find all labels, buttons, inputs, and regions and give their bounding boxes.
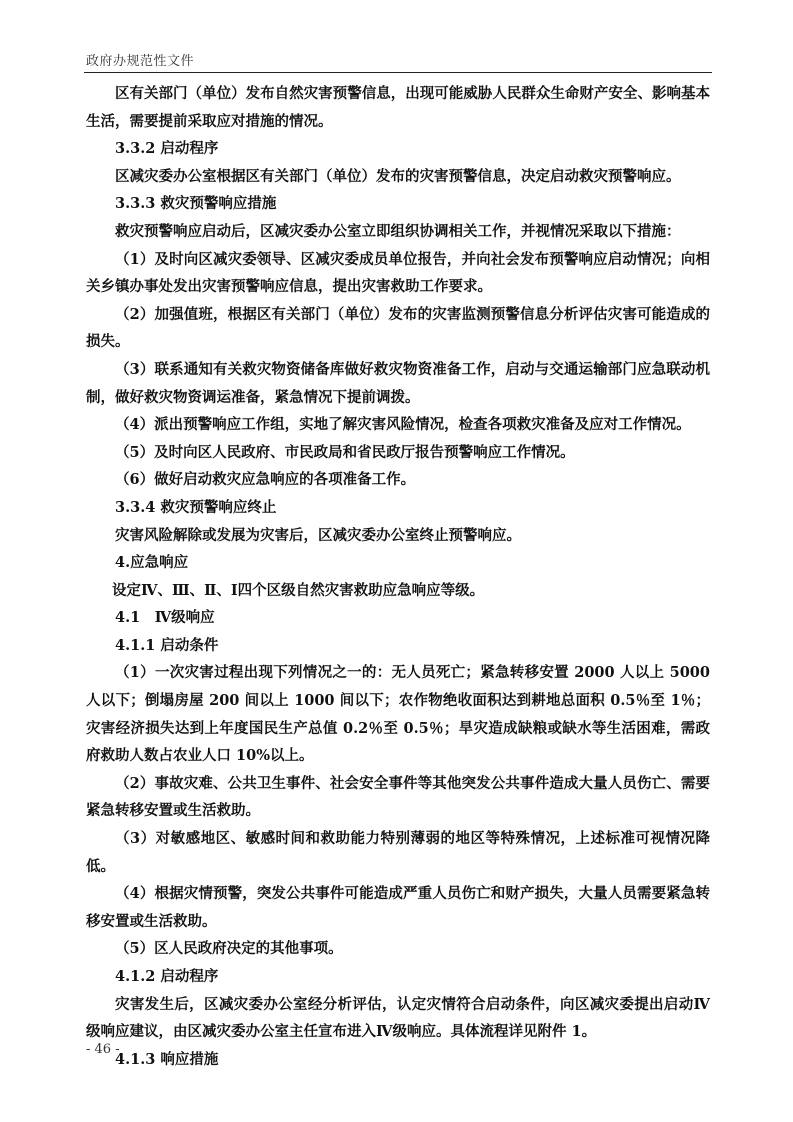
- section-heading: 4.1.3 响应措施: [115, 1050, 219, 1068]
- chapter-heading: 4.应急响应: [115, 554, 189, 572]
- section-heading: 3.3.3 救灾预警响应措施: [115, 195, 277, 213]
- list-item: （6）做好启动救灾应急响应的各项准备工作。: [115, 471, 416, 489]
- paragraph: 设定Ⅳ、Ⅲ、Ⅱ、Ⅰ四个区级自然灾害救助应急响应等级。: [112, 581, 485, 599]
- section-heading: 4.1.2 启动程序: [115, 968, 219, 985]
- list-item: （2）事故灾难、公共卫生事件、社会安全事件等其他突发公共事件造成大量人员伤亡、需要紧急转移安置或生活救助。: [86, 774, 710, 820]
- document-body: [86, 80, 710, 1073]
- list-item: （2）加强值班，根据区有关部门（单位）发布的灾害监测预警信息分析评估灾害可能造成的损失。: [86, 305, 710, 351]
- list-item: （3）对敏感地区、敏感时间和救助能力特别薄弱的地区等特殊情况，上述标准可视情况降低。: [86, 830, 710, 875]
- section-heading: 3.3.2 启动程序: [115, 140, 219, 158]
- paragraph: 灾害风险解除或发展为灾害后，区减灾委办公室终止预警响应。: [115, 526, 521, 544]
- document-header: 政府办规范性文件: [86, 54, 195, 69]
- section-heading: 4.1.1 启动条件: [115, 636, 219, 654]
- header-divider: [84, 72, 712, 73]
- list-item: （1）一次灾害过程出现下列情况之一的：无人员死亡；紧急转移安置 2000 人以上 5000 人以下；倒塌房屋 200 间以上 1000 间以下；农作物绝收面积达到耕地总面积 0.5％至 1％；灾害经济损失达到上年度国民生产总值 0.2％至 0.5％；旱灾造成缺粮或缺水等生活困难，需政府救助人数占农业人口 10%以上。: [86, 664, 710, 765]
- section-heading: 4.1 Ⅳ级响应: [115, 609, 215, 627]
- section-heading: 3.3.4 救灾预警响应终止: [115, 498, 277, 516]
- paragraph: 灾害发生后，区减灾委办公室经分析评估，认定灾情符合启动条件，向区减灾委提出启动Ⅳ级响应建议，由区减灾委办公室主任宣布进入Ⅳ级响应。具体流程详见附件 1。: [86, 995, 710, 1041]
- list-item: （5）区人民政府决定的其他事项。: [115, 940, 343, 958]
- list-item: （1）及时向区减灾委领导、区减灾委成员单位报告，并向社会发布预警响应启动情况；向相关乡镇办事处发出灾害预警响应信息，提出灾害救助工作要求。: [86, 250, 710, 296]
- list-item: （4）派出预警响应工作组，实地了解灾害风险情况，检查各项救灾准备及应对工作情况。: [115, 416, 691, 434]
- paragraph: 救灾预警响应启动后，区减灾委办公室立即组织协调相关工作，并视情况采取以下措施：: [115, 222, 681, 240]
- page-number: - 46 -: [86, 1042, 120, 1057]
- list-item: （3）联系通知有关救灾物资储备库做好救灾物资准备工作，启动与交通运输部门应急联动机制，做好救灾物资调运准备，紧急情况下提前调拨。: [86, 360, 710, 406]
- list-item: （4）根据灾情预警，突发公共事件可能造成严重人员伤亡和财产损失，大量人员需要紧急转移安置或生活救助。: [86, 885, 710, 930]
- paragraph: 区减灾委办公室根据区有关部门（单位）发布的灾害预警信息，决定启动救灾预警响应。: [115, 167, 681, 185]
- paragraph: 区有关部门（单位）发布自然灾害预警信息，出现可能威胁人民群众生命财产安全、影响基本生活，需要提前采取应对措施的情况。: [86, 85, 710, 130]
- list-item: （5）及时向区人民政府、市民政局和省民政厅报告预警响应工作情况。: [115, 443, 575, 461]
